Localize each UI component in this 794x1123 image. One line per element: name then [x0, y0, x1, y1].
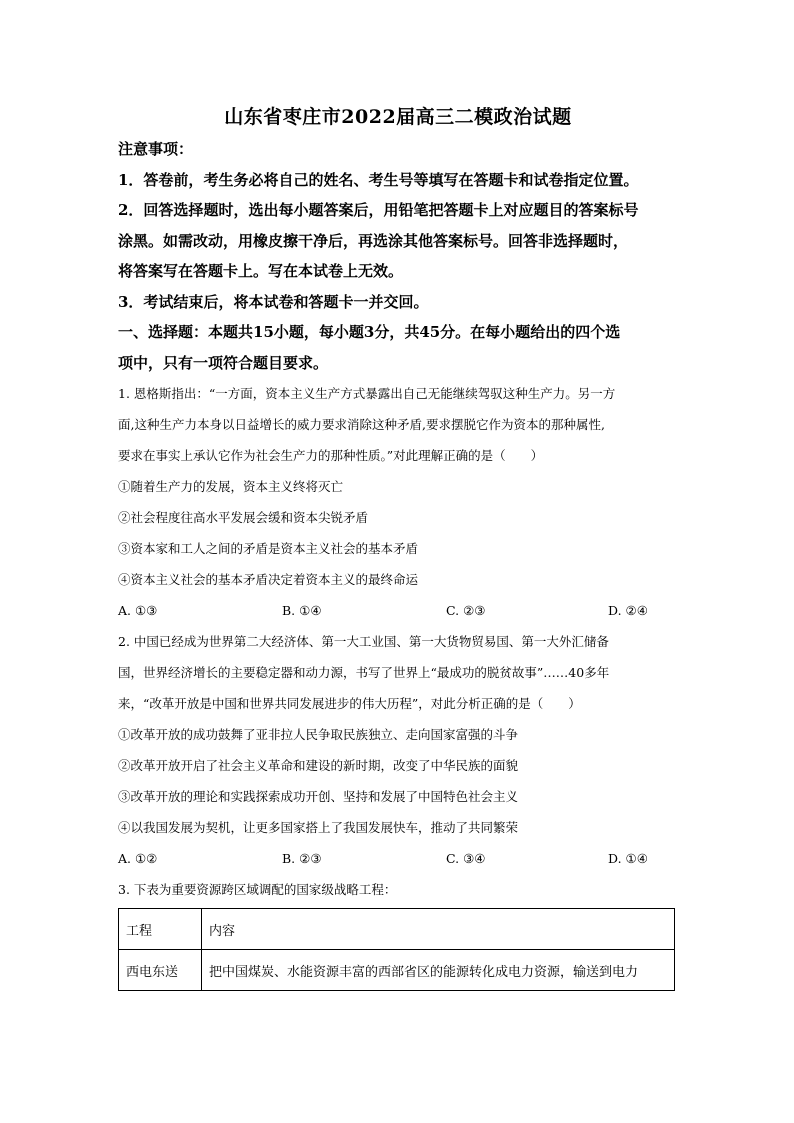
question-1	[118, 378, 678, 626]
table-row	[119, 950, 675, 991]
page-title: 山东省枣庄市2022届高三二模政治试题	[224, 106, 572, 128]
question-text: 来，“改革开放是中国和世界共同发展进步的伟大历程”，对此分析正确的是（ ）	[118, 696, 581, 711]
statement-option: ②改革开放开启了社会主义革命和建设的新时期，改变了中华民族的面貌	[118, 758, 519, 773]
choice-a[interactable]: A. ①③	[118, 603, 158, 618]
statement-option: ③改革开放的理论和实践探索成功开创、坚持和发展了中国特色社会主义	[118, 789, 519, 804]
table-cell: 把中国煤炭、水能资源丰富的西部省区的能源转化成电力资源，输送到电力	[202, 950, 675, 991]
section-heading	[118, 317, 678, 378]
choice-b[interactable]: B. ②③	[282, 851, 322, 866]
answer-choices	[118, 595, 678, 626]
statement-option: ①改革开放的成功鼓舞了亚非拉人民争取民族独立、走向国家富强的斗争	[118, 727, 519, 742]
section-line: 项中，只有一项符合题目要求。	[118, 353, 329, 372]
choice-c[interactable]: C. ③④	[446, 851, 486, 866]
statement-option: ①随着生产力的发展，资本主义终将灭亡	[118, 479, 344, 494]
choice-c[interactable]: C. ②③	[446, 603, 486, 618]
question-text: 要求在事实上承认它作为社会生产力的那种性质。”对此理解正确的是（ ）	[118, 448, 544, 463]
question-2	[118, 626, 678, 874]
statement-option: ④以我国发展为契机，让更多国家搭上了我国发展快车，推动了共同繁荣	[118, 820, 519, 835]
notice-item: 2．回答选择题时，选出每小题答案后，用铅笔把答题卡上对应题目的答案标号	[118, 201, 639, 219]
notice-item: 1．答卷前，考生务必将自己的姓名、考生号等填写在答题卡和试卷指定位置。	[118, 170, 639, 189]
notice-item: 将答案写在答题卡上。写在本试卷上无效。	[118, 262, 404, 280]
notice-item: 3．考试结束后，将本试卷和答题卡一并交回。	[118, 292, 429, 311]
exam-page	[118, 100, 678, 991]
section-line: 一、选择题：本题共15小题，每小题3分，共45分。在每小题给出的四个选	[118, 323, 621, 341]
statement-option: ③资本家和工人之间的矛盾是资本主义社会的基本矛盾	[118, 541, 419, 556]
question-text: 国，世界经济增长的主要稳定器和动力源，书写了世界上“最成功的脱贫故事”……40多年	[118, 665, 610, 680]
projects-table	[118, 908, 675, 991]
table-header-cell: 工程	[119, 909, 202, 950]
statement-option: ④资本主义社会的基本矛盾决定着资本主义的最终命运	[118, 572, 419, 587]
table-header-row	[119, 909, 675, 950]
question-text: 2. 中国已经成为世界第二大经济体、第一大工业国、第一大货物贸易国、第一大外汇储备	[118, 634, 609, 649]
notice-section	[118, 134, 678, 317]
choice-a[interactable]: A. ①②	[118, 851, 158, 866]
choice-d[interactable]: D. ①④	[608, 851, 648, 866]
choice-d[interactable]: D. ②④	[608, 603, 648, 618]
notice-heading: 注意事项：	[118, 140, 194, 158]
answer-choices	[118, 843, 678, 874]
table-cell: 西电东送	[119, 950, 202, 991]
choice-b[interactable]: B. ①④	[282, 603, 322, 618]
statement-option: ②社会程度往高水平发展会缓和资本尖锐矛盾	[118, 510, 369, 525]
question-3	[118, 874, 678, 991]
question-text: 3. 下表为重要资源跨区域调配的国家级战略工程：	[118, 882, 397, 897]
question-text: 面,这种生产力本身以日益增长的威力要求消除这种矛盾,要求摆脱它作为资本的那种属性,	[118, 417, 605, 432]
notice-item: 涂黑。如需改动，用橡皮擦干净后，再选涂其他答案标号。回答非选择题时，	[118, 231, 629, 250]
question-text: 1. 恩格斯指出：“一方面，资本主义生产方式暴露出自己无能继续驾驭这种生产力。另一方	[118, 386, 616, 401]
table-header-cell: 内容	[202, 909, 675, 950]
